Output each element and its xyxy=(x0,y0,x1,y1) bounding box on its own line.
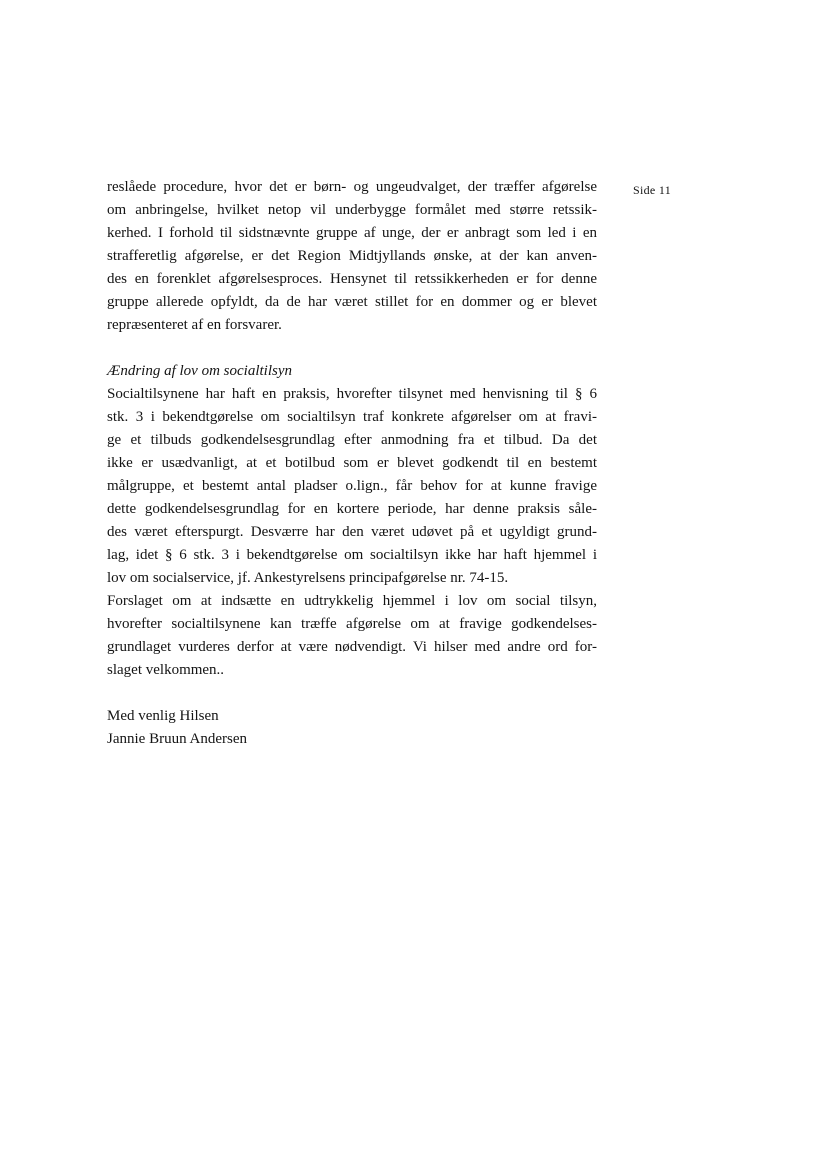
text-line: des været efterspurgt. Desværre har den været udøvet på et ugyldigt grund- xyxy=(107,524,597,540)
text-line: stk. 3 i bekendtgørelse om socialtilsyn traf konkrete afgørelser om at fravi- xyxy=(107,409,597,425)
text-line: hvorefter socialtilsynene kan træffe afgørelse om at fravige godkendelses- xyxy=(107,616,597,632)
text-line: repræsenteret af en forsvarer. xyxy=(107,317,282,333)
text-line: kerhed. I forhold til sidstnævnte gruppe af unge, der er anbragt som led i en xyxy=(107,225,597,241)
text-line: slaget velkommen.. xyxy=(107,662,225,678)
signature-name: Jannie Bruun Andersen xyxy=(107,731,247,747)
text-line: reslåede procedure, hvor det er børn- og ungeudvalget, der træffer afgørelse xyxy=(107,179,597,195)
text-line: lag, idet § 6 stk. 3 i bekendtgørelse om socialtilsyn ikke har haft hjemmel i xyxy=(107,547,597,563)
text-line: ikke er usædvanligt, at et botilbud som er blevet godkendt til en bestemt xyxy=(107,455,597,471)
text-line: lov om socialservice, jf. Ankestyrelsens principafgørelse nr. 74-15. xyxy=(107,570,509,586)
paragraph-forslaget xyxy=(107,590,597,682)
text-line: grundlaget vurderes derfor at være nødvendigt. Vi hilser med andre ord for- xyxy=(107,639,597,655)
text-line: Socialtilsynene har haft en praksis, hvorefter tilsynet med henvisning til § 6 xyxy=(107,386,597,402)
text-line: Forslaget om at indsætte en udtrykkelig hjemmel i lov om social tilsyn, xyxy=(107,593,597,609)
text-line: målgruppe, et bestemt antal pladser o.lign., får behov for at kunne fravige xyxy=(107,478,597,494)
text-line: des en forenklet afgørelsesproces. Hensynet til retssikkerheden er for denne xyxy=(107,271,597,287)
letter-body xyxy=(107,176,597,751)
page-number: Side 11 xyxy=(633,183,671,197)
paragraph-praksis xyxy=(107,383,597,590)
paragraph-spacer xyxy=(107,682,597,705)
text-line: strafferetlig afgørelse, er det Region Midtjyllands ønske, at der kan anven- xyxy=(107,248,597,264)
section-heading: Ændring af lov om socialtilsyn xyxy=(107,363,292,379)
closing-greeting: Med venlig Hilsen xyxy=(107,708,219,724)
paragraph-spacer xyxy=(107,337,597,360)
text-line: om anbringelse, hvilket netop vil underbygge formålet med større retssik- xyxy=(107,202,597,218)
text-line: dette godkendelsesgrundlag for en kortere periode, har denne praksis såle- xyxy=(107,501,597,517)
text-line: ge et tilbuds godkendelsesgrundlag efter anmodning fra et tilbud. Da det xyxy=(107,432,597,448)
paragraph-retssikkerhed xyxy=(107,176,597,337)
text-line: gruppe allerede opfyldt, da de har været stillet for en dommer og er blevet xyxy=(107,294,597,310)
